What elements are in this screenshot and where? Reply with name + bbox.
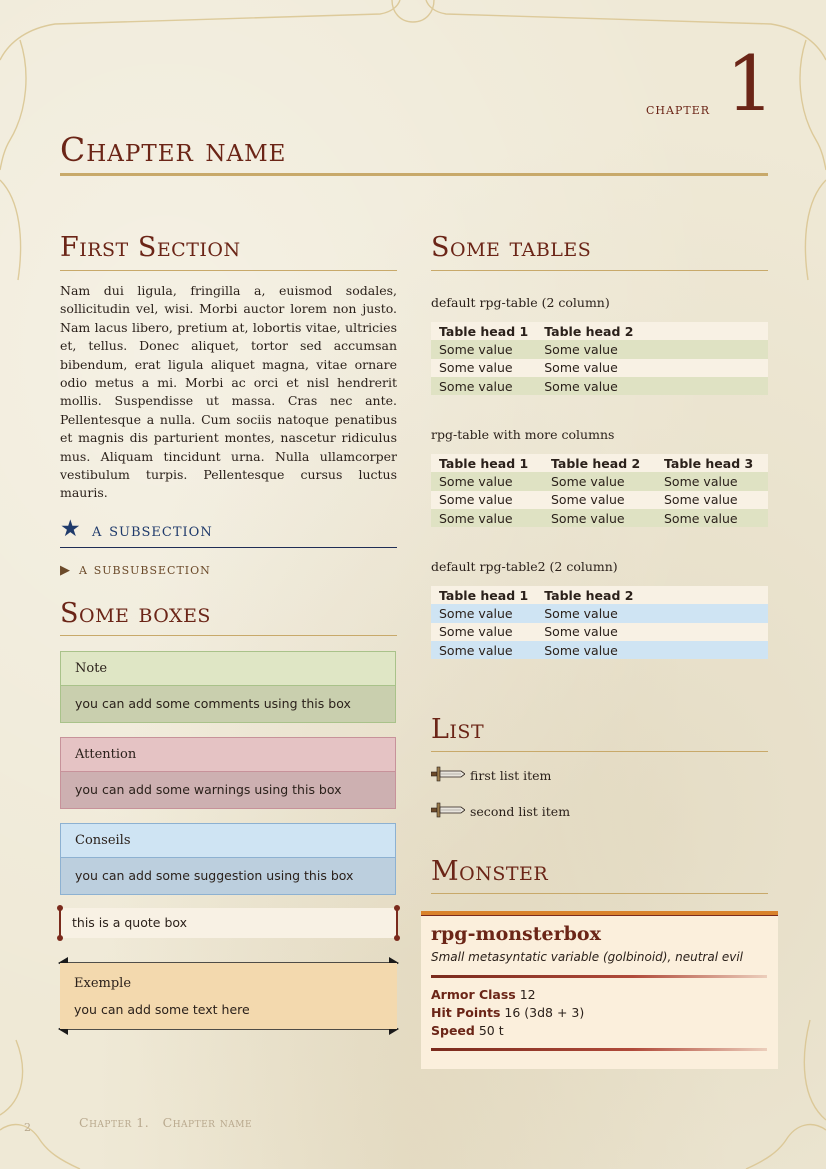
chapter-label: chapter <box>646 100 711 118</box>
attention-box <box>60 737 396 809</box>
list-item-label: second list item <box>470 804 571 819</box>
stat-label: Armor Class <box>431 987 516 1002</box>
quote-left-bar <box>59 908 61 938</box>
exemple-box <box>60 963 397 1029</box>
table-header-row <box>431 454 768 472</box>
section-rule <box>60 270 397 271</box>
table-cell: Some value <box>536 604 768 622</box>
table-caption: default rpg-table (2 column) <box>431 295 610 310</box>
chapter-rule <box>60 173 768 176</box>
monster-separator <box>431 975 767 978</box>
boxes-heading: Some boxes <box>60 598 211 629</box>
table-header-cell: Table head 1 <box>431 322 536 340</box>
subsection-heading <box>60 516 397 548</box>
table-header-cell: Table head 1 <box>431 454 543 472</box>
list-item-label: first list item <box>470 768 552 783</box>
quote-corner-dot <box>57 905 63 911</box>
sword-icon <box>431 802 465 818</box>
sword-icon <box>431 766 465 782</box>
table-cell: Some value <box>536 623 768 641</box>
table-cell: Some value <box>656 491 768 509</box>
monster-name: rpg-monsterbox <box>431 923 601 945</box>
stat-value: 12 <box>519 987 536 1002</box>
table-cell: Some value <box>431 604 536 622</box>
section-rule <box>431 270 768 271</box>
table-header-cell: Table head 2 <box>543 454 656 472</box>
rpg-table2-two-column <box>431 586 768 659</box>
running-footer: Chapter 1. Chapter name <box>79 1115 253 1130</box>
table-row <box>431 509 768 527</box>
attention-box-text: you can add some warnings using this box <box>61 772 395 808</box>
table-cell: Some value <box>656 472 768 490</box>
quote-corner-dot <box>57 935 63 941</box>
table-row <box>431 623 768 641</box>
table-caption: default rpg-table2 (2 column) <box>431 559 618 574</box>
table-row <box>431 604 768 622</box>
note-box <box>60 651 396 723</box>
table-header-row <box>431 322 768 340</box>
table-row <box>431 359 768 377</box>
star-icon: ★ <box>60 516 81 542</box>
table-cell: Some value <box>536 359 768 377</box>
table-header-cell: Table head 2 <box>536 586 768 604</box>
table-header-cell: Table head 3 <box>656 454 768 472</box>
table-cell: Some value <box>536 340 768 358</box>
conseils-box-title: Conseils <box>61 824 395 858</box>
subsection-title: a subsection <box>92 520 213 541</box>
table-row <box>431 641 768 659</box>
section-rule <box>431 751 768 752</box>
first-section-heading: First Section <box>60 232 241 263</box>
table-cell: Some value <box>536 641 768 659</box>
table-caption: rpg-table with more columns <box>431 427 615 442</box>
chapter-number: 1 <box>726 39 775 128</box>
table-cell: Some value <box>431 340 536 358</box>
monster-stat-hit-points <box>431 1005 584 1020</box>
table-row <box>431 472 768 490</box>
table-cell: Some value <box>431 641 536 659</box>
table-cell: Some value <box>656 509 768 527</box>
quote-box <box>60 908 397 938</box>
quote-text: this is a quote box <box>72 915 188 930</box>
note-box-title: Note <box>61 652 395 686</box>
stat-label: Hit Points <box>431 1005 501 1020</box>
tables-heading: Some tables <box>431 232 592 263</box>
table-cell: Some value <box>536 377 768 395</box>
table-cell: Some value <box>431 509 543 527</box>
monster-stat-speed <box>431 1023 504 1038</box>
subsubsection-title: a subsubsection <box>79 560 211 578</box>
quote-right-bar <box>396 908 398 938</box>
triangle-right-icon: ▶ <box>60 563 71 578</box>
attention-box-title: Attention <box>61 738 395 772</box>
exemple-box-text: you can add some text here <box>74 1002 250 1017</box>
table-cell: Some value <box>431 377 536 395</box>
conseils-box <box>60 823 396 895</box>
page-number: 2 <box>24 1121 31 1134</box>
table-row <box>431 491 768 509</box>
conseils-box-text: you can add some suggestion using this box <box>61 858 395 894</box>
stat-value: 16 (3d8 + 3) <box>504 1005 585 1020</box>
rpg-table-two-column <box>431 322 768 395</box>
body-paragraph: Nam dui ligula, fringilla a, euismod sodales, sollicitudin vel, wisi. Morbi auctor lorem non justo. Nam lacus libero, pretium at, lobortis vitae, ultricies et, tellus. Donec aliquet, tortor sed accumsan bibendum, erat ligula aliquet magna, vitae ornare odio metus a mi. Morbi ac orci et nisl hendrerit mollis. Suspendisse ut massa. Cras nec ante. Pellentesque a nulla. Cum sociis natoque penatibus et magnis dis parturient montes, nascetur ridiculus mus. Aliquam tincidunt urna. Nulla ullamcorper vestibulum turpis. Pellentesque cursus luctus mauris. <box>60 283 397 501</box>
exemple-box-title: Exemple <box>74 976 132 991</box>
table-header-cell: Table head 2 <box>536 322 768 340</box>
note-box-text: you can add some comments using this box <box>61 686 395 722</box>
quote-corner-dot <box>394 905 400 911</box>
table-cell: Some value <box>431 359 536 377</box>
monster-top-bar <box>421 911 778 916</box>
subsubsection-heading <box>60 560 211 578</box>
table-cell: Some value <box>431 472 543 490</box>
table-cell: Some value <box>543 472 656 490</box>
table-row <box>431 377 768 395</box>
monster-separator <box>431 1048 767 1051</box>
list-heading: List <box>431 714 485 745</box>
stat-value: 50 t <box>478 1023 504 1038</box>
monster-description: Small metasyntatic variable (golbinoid), neutral evil <box>431 950 743 964</box>
monster-stat-block <box>421 911 778 1069</box>
table-cell: Some value <box>431 491 543 509</box>
monster-stat-armor-class <box>431 987 536 1002</box>
table-header-cell: Table head 1 <box>431 586 536 604</box>
monster-heading: Monster <box>431 856 549 887</box>
section-rule <box>431 893 768 894</box>
chapter-title: Chapter name <box>60 130 287 169</box>
stat-label: Speed <box>431 1023 475 1038</box>
table-header-row <box>431 586 768 604</box>
table-cell: Some value <box>543 491 656 509</box>
rpg-table-three-column <box>431 454 768 527</box>
table-row <box>431 340 768 358</box>
table-cell: Some value <box>431 623 536 641</box>
section-rule <box>60 635 397 636</box>
quote-corner-dot <box>394 935 400 941</box>
table-cell: Some value <box>543 509 656 527</box>
